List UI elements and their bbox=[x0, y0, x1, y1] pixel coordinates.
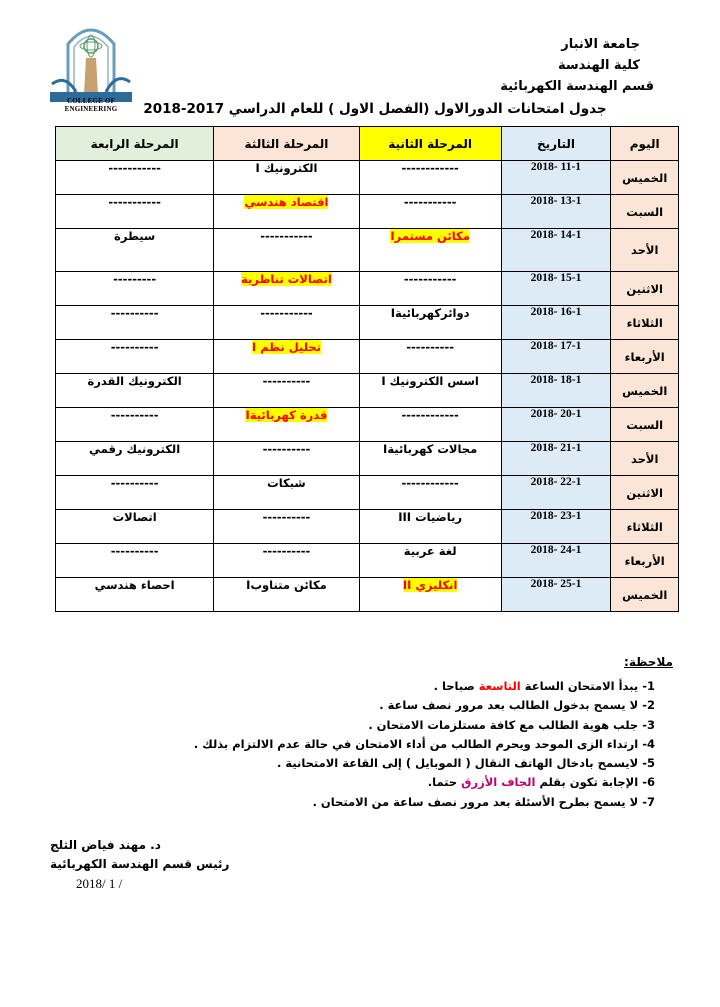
day-cell-text: السبت bbox=[626, 417, 664, 432]
day-cell-text: الاثنين bbox=[626, 485, 663, 500]
stage3-cell-text: ----------- bbox=[260, 229, 313, 243]
stage3-cell bbox=[214, 408, 359, 442]
date-cell bbox=[501, 272, 611, 306]
stage4-cell bbox=[56, 161, 214, 195]
stage4-cell bbox=[56, 578, 214, 612]
stage3-cell bbox=[214, 340, 359, 374]
day-cell-text: الثلاثاء bbox=[626, 315, 663, 330]
date-cell-text: 21-1 -2018 bbox=[530, 442, 582, 454]
date-cell bbox=[501, 161, 611, 195]
day-cell-text: الخميس bbox=[622, 587, 668, 602]
day-cell-text: الخميس bbox=[622, 383, 668, 398]
stage4-cell-text: ---------- bbox=[110, 306, 159, 320]
note-item bbox=[194, 773, 655, 792]
header-stage4: المرحلة الرابعة bbox=[56, 127, 214, 161]
note-pre: لا يسمح بطرح الأسئلة بعد مرور نصف ساعة من الامتحان . bbox=[312, 794, 639, 809]
stage4-cell bbox=[56, 476, 214, 510]
table-row bbox=[56, 195, 679, 229]
day-cell bbox=[611, 340, 679, 374]
exam-schedule-table bbox=[55, 126, 679, 612]
table-row bbox=[56, 578, 679, 612]
day-cell bbox=[611, 272, 679, 306]
stage2-cell-text: ------------ bbox=[401, 408, 459, 422]
date-cell bbox=[501, 476, 611, 510]
schedule-title: جدول امتحانات الدورالاول (الفصل الاول ) للعام الدراسي 2017-2018 bbox=[143, 101, 607, 117]
date-cell-text: 11-1 -2018 bbox=[530, 161, 582, 173]
stage3-cell bbox=[214, 161, 359, 195]
stage2-cell bbox=[359, 544, 501, 578]
stage2-cell-text: ----------- bbox=[403, 272, 457, 286]
date-cell-text: 20-1 -2018 bbox=[530, 408, 582, 420]
stage2-cell bbox=[359, 340, 501, 374]
stage4-cell-text: الكترونيك رقمي bbox=[89, 442, 181, 456]
day-cell-text: الأحد bbox=[630, 243, 659, 257]
day-cell bbox=[611, 306, 679, 340]
note-pre: يبدأ الامتحان الساعة bbox=[520, 679, 639, 693]
stage4-cell-text: --------- bbox=[113, 272, 157, 286]
stage4-cell-text: ----------- bbox=[108, 195, 161, 209]
stage2-cell bbox=[359, 161, 501, 195]
university-logo-icon bbox=[46, 14, 136, 110]
note-item bbox=[194, 716, 655, 735]
day-cell-text: الأحد bbox=[630, 451, 659, 466]
stage3-cell-text: قدرة كهربائيةI bbox=[245, 408, 328, 422]
date-cell-text: 14-1 -2018 bbox=[530, 229, 582, 241]
note-num: 5- bbox=[642, 756, 655, 771]
table-row bbox=[56, 442, 679, 476]
signatory-role: رئيس قسم الهندسة الكهربائية bbox=[50, 857, 230, 871]
university-name: جامعة الانبار bbox=[561, 37, 640, 52]
stage4-cell-text: الكترونيك القدرة bbox=[87, 374, 182, 388]
day-cell-text: السبت bbox=[626, 204, 664, 219]
date-cell bbox=[501, 408, 611, 442]
stage4-cell-text: ----------- bbox=[108, 161, 161, 175]
note-pre: الإجابة تكون بقلم bbox=[535, 775, 639, 790]
stage2-cell bbox=[359, 578, 501, 612]
stage4-cell bbox=[56, 510, 214, 544]
stage2-cell bbox=[359, 272, 501, 306]
note-pre: لا يسمح بدخول الطالب بعد مرور نصف ساعة . bbox=[379, 698, 639, 713]
stage4-cell-text: سيطرة bbox=[114, 229, 156, 243]
note-pre: جلب هوية الطالب مع كافة مستلزمات الامتحان . bbox=[368, 717, 639, 732]
stage2-cell-text: اسس الكترونيك I bbox=[381, 374, 479, 388]
day-cell bbox=[611, 476, 679, 510]
day-cell bbox=[611, 408, 679, 442]
note-num: 6- bbox=[642, 775, 655, 790]
header-stage3: المرحلة الثالثة bbox=[214, 127, 359, 161]
day-cell-text: الاثنين bbox=[626, 281, 663, 296]
stage2-cell-text: دوائركهربائيةI bbox=[390, 306, 470, 320]
stage3-cell-text: اقتصاد هندسي bbox=[244, 195, 329, 209]
note-pre: لايسمح بادخال الهاتف النقال ( الموبايل ) إلى القاعة الامتحانية . bbox=[276, 756, 639, 771]
stage3-cell bbox=[214, 476, 359, 510]
stage3-cell bbox=[214, 195, 359, 229]
stage3-cell bbox=[214, 578, 359, 612]
stage2-cell-text: مجالات كهربائيةI bbox=[383, 442, 478, 456]
day-cell-text: الثلاثاء bbox=[626, 519, 663, 534]
table-header-row bbox=[56, 127, 679, 161]
stage4-cell bbox=[56, 544, 214, 578]
stage2-cell bbox=[359, 229, 501, 272]
stage2-cell-text: ----------- bbox=[403, 195, 457, 209]
stage4-cell-text: ---------- bbox=[110, 544, 159, 558]
table-row bbox=[56, 272, 679, 306]
stage2-cell-text: ------------ bbox=[401, 476, 459, 490]
stage4-cell bbox=[56, 374, 214, 408]
table-row bbox=[56, 510, 679, 544]
date-cell-text: 18-1 -2018 bbox=[530, 374, 582, 386]
stage2-cell bbox=[359, 442, 501, 476]
note-num: 2- bbox=[642, 698, 655, 713]
stage4-cell-text: اتصالات bbox=[112, 510, 157, 524]
stage3-cell-text: ----------- bbox=[260, 306, 313, 320]
note-pre: ارتداء الزى الموحد ويحرم الطالب من أداء الامتحان في حالة عدم الالتزام بذلك . bbox=[193, 736, 639, 751]
stage3-cell-text: شبكات bbox=[267, 476, 306, 490]
stage3-cell bbox=[214, 510, 359, 544]
date-cell bbox=[501, 195, 611, 229]
date-cell bbox=[501, 374, 611, 408]
stage4-cell-text: احصاء هندسي bbox=[94, 578, 175, 592]
table-row bbox=[56, 408, 679, 442]
stage4-cell bbox=[56, 340, 214, 374]
table-row bbox=[56, 229, 679, 272]
note-item bbox=[194, 735, 655, 754]
notes-list bbox=[194, 677, 655, 812]
stage2-cell-text: انكليزي II bbox=[402, 578, 458, 592]
stage2-cell-text: لغة عربية bbox=[403, 544, 457, 558]
stage4-cell bbox=[56, 195, 214, 229]
header-date: التاريخ bbox=[501, 127, 611, 161]
stage3-cell-text: ---------- bbox=[262, 510, 311, 524]
header-day: اليوم bbox=[611, 127, 679, 161]
date-cell bbox=[501, 442, 611, 476]
stage2-cell-text: ------------ bbox=[401, 161, 459, 175]
table-row bbox=[56, 306, 679, 340]
stage2-cell bbox=[359, 476, 501, 510]
department-name: قسم الهندسة الكهربائية bbox=[500, 79, 654, 94]
stage3-cell bbox=[214, 544, 359, 578]
stage3-cell bbox=[214, 272, 359, 306]
stage4-cell-text: ---------- bbox=[110, 476, 159, 490]
day-cell-text: الخميس bbox=[622, 170, 668, 185]
note-num: 1- bbox=[642, 679, 655, 693]
signatory-name: د. مهند فياض الثلج bbox=[50, 838, 161, 852]
date-cell-text: 17-1 -2018 bbox=[530, 340, 582, 352]
note-item bbox=[194, 793, 655, 812]
date-cell-text: 23-1 -2018 bbox=[530, 510, 582, 522]
logo-caption: COLLEGE OF ENGINEERING bbox=[64, 97, 118, 113]
day-cell bbox=[611, 195, 679, 229]
note-num: 7- bbox=[642, 794, 655, 809]
date-cell bbox=[501, 229, 611, 272]
date-cell-text: 13-1 -2018 bbox=[530, 195, 582, 207]
day-cell bbox=[611, 161, 679, 195]
stage4-cell-text: ---------- bbox=[110, 340, 159, 354]
stage3-cell-text: ---------- bbox=[262, 544, 311, 558]
date-cell bbox=[501, 306, 611, 340]
note-item bbox=[194, 696, 655, 715]
note-num: 4- bbox=[642, 736, 655, 751]
stage4-cell bbox=[56, 306, 214, 340]
day-cell-text: الأربعاء bbox=[624, 349, 665, 364]
stage3-cell-text: مكائن متناوبI bbox=[246, 578, 327, 592]
stage3-cell-text: اتصالات تناظرية bbox=[241, 272, 332, 286]
stage4-cell bbox=[56, 408, 214, 442]
date-cell bbox=[501, 544, 611, 578]
stage3-cell bbox=[214, 442, 359, 476]
day-cell bbox=[611, 544, 679, 578]
stage3-cell-text: ---------- bbox=[262, 442, 311, 456]
note-item bbox=[194, 754, 655, 773]
table-row bbox=[56, 476, 679, 510]
stage3-cell bbox=[214, 374, 359, 408]
day-cell bbox=[611, 374, 679, 408]
day-cell bbox=[611, 578, 679, 612]
college-name: كلية الهندسة bbox=[558, 58, 640, 73]
stage2-cell-text: مكائن مستمرI bbox=[390, 229, 470, 243]
stage3-cell-text: الكترونيك I bbox=[255, 161, 318, 175]
stage2-cell bbox=[359, 195, 501, 229]
note-hl: الجاف الأزرق bbox=[461, 775, 536, 790]
table-row bbox=[56, 340, 679, 374]
note-num: 3- bbox=[642, 717, 655, 732]
day-cell bbox=[611, 510, 679, 544]
stage4-cell bbox=[56, 272, 214, 306]
stage2-cell-text: ---------- bbox=[406, 340, 454, 354]
stage4-cell bbox=[56, 229, 214, 272]
day-cell-text: الأربعاء bbox=[624, 553, 665, 568]
date-cell bbox=[501, 578, 611, 612]
stage3-cell bbox=[214, 306, 359, 340]
table-row bbox=[56, 161, 679, 195]
date-cell-text: 16-1 -2018 bbox=[530, 306, 582, 318]
stage2-cell bbox=[359, 408, 501, 442]
stage2-cell bbox=[359, 306, 501, 340]
stage3-cell bbox=[214, 229, 359, 272]
note-hl: التاسعة bbox=[478, 679, 521, 693]
date-cell-text: 24-1 -2018 bbox=[530, 544, 582, 556]
stage2-cell-text: رياضيات III bbox=[398, 510, 463, 524]
table-row bbox=[56, 374, 679, 408]
note-item bbox=[194, 677, 655, 696]
stage3-cell-text: تحليل نظم I bbox=[251, 340, 321, 354]
table-body bbox=[56, 161, 679, 612]
table-row bbox=[56, 544, 679, 578]
date-cell bbox=[501, 340, 611, 374]
date-cell-text: 22-1 -2018 bbox=[530, 476, 582, 488]
stage4-cell bbox=[56, 442, 214, 476]
stage2-cell bbox=[359, 510, 501, 544]
note-post: صباحا . bbox=[433, 679, 479, 693]
day-cell bbox=[611, 229, 679, 272]
stage4-cell-text: ---------- bbox=[110, 408, 159, 422]
note-post: حتما. bbox=[427, 775, 462, 790]
day-cell bbox=[611, 442, 679, 476]
header-stage2: المرحلة الثانية bbox=[359, 127, 501, 161]
signature-date: 2018/ 1 / bbox=[76, 876, 123, 891]
date-cell-text: 25-1 -2018 bbox=[530, 578, 582, 590]
stage3-cell-text: ---------- bbox=[262, 374, 311, 388]
notes-title: ملاحظة: bbox=[624, 655, 673, 669]
date-cell bbox=[501, 510, 611, 544]
date-cell-text: 15-1 -2018 bbox=[530, 272, 582, 284]
stage2-cell bbox=[359, 374, 501, 408]
